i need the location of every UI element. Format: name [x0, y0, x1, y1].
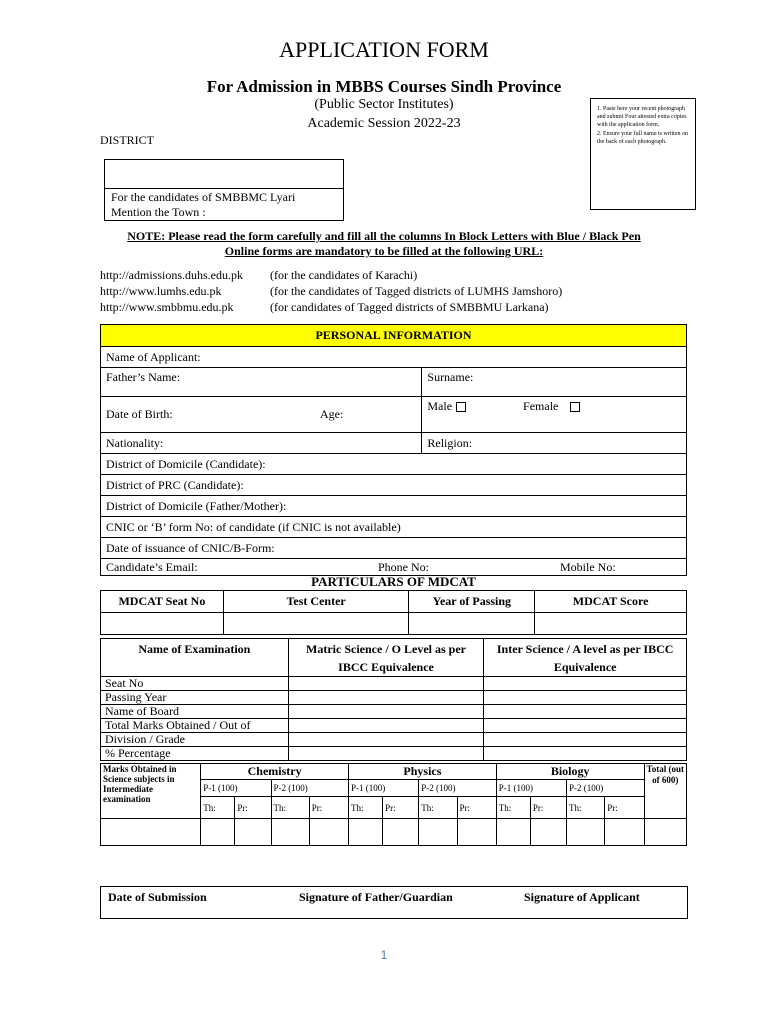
- sector-line: (Public Sector Institutes): [314, 97, 454, 112]
- prc-field[interactable]: District of PRC (Candidate):: [101, 475, 687, 496]
- theory-label: Th:: [419, 797, 457, 819]
- male-checkbox[interactable]: [456, 402, 466, 412]
- theory-label: Th:: [496, 797, 530, 819]
- mdcat-center-input[interactable]: [223, 613, 409, 635]
- paper-label: P-2 (100): [271, 780, 349, 797]
- exam-col-inter: Inter Science / A level as per IBCC Equivalence: [484, 639, 687, 677]
- guardian-signature-field[interactable]: Signature of Father/Guardian: [299, 890, 453, 904]
- mdcat-col-year: Year of Passing: [409, 591, 535, 613]
- inter-input[interactable]: [484, 733, 687, 747]
- session-line: Academic Session 2022-23: [307, 116, 461, 131]
- marks-input[interactable]: [605, 819, 644, 846]
- marks-input[interactable]: [567, 819, 605, 846]
- district-box: [104, 159, 344, 221]
- note-line-1: NOTE: Please read the form carefully and fill all the columns In Block Letters with Blue / Black Pen: [127, 229, 641, 243]
- exam-row-label: Passing Year: [101, 691, 289, 705]
- marks-table: [100, 763, 687, 846]
- matric-input[interactable]: [288, 719, 484, 733]
- marks-input[interactable]: [201, 819, 235, 846]
- mdcat-col-score: MDCAT Score: [535, 591, 687, 613]
- theory-label: Th:: [567, 797, 605, 819]
- page-number: 1: [380, 948, 388, 962]
- practical-label: Pr:: [235, 797, 271, 819]
- note-line-2: Online forms are mandatory to be filled at the following URL:: [224, 244, 544, 258]
- male-label: Male: [427, 399, 453, 413]
- theory-label: Th:: [271, 797, 309, 819]
- submission-date-field[interactable]: Date of Submission: [108, 890, 207, 904]
- exam-row-label: % Percentage: [101, 747, 289, 761]
- subject-chemistry: Chemistry: [201, 764, 349, 780]
- url-desc: (for candidates of Tagged districts of SMBBMU Larkana): [270, 300, 549, 314]
- phone-field[interactable]: Phone No:: [378, 559, 429, 574]
- subject-biology: Biology: [496, 764, 644, 780]
- marks-input[interactable]: [530, 819, 566, 846]
- subject-physics: Physics: [349, 764, 497, 780]
- marks-input[interactable]: [235, 819, 271, 846]
- parent-domicile-field[interactable]: District of Domicile (Father/Mother):: [101, 496, 687, 517]
- total-header: Total (out of 600): [644, 764, 686, 819]
- marks-input[interactable]: [349, 819, 383, 846]
- matric-input[interactable]: [288, 677, 484, 691]
- inter-input[interactable]: [484, 719, 687, 733]
- marks-input[interactable]: [271, 819, 309, 846]
- practical-label: Pr:: [457, 797, 496, 819]
- contact-row: [101, 559, 687, 576]
- district-input[interactable]: [105, 160, 343, 189]
- exam-row-label: Total Marks Obtained / Out of: [101, 719, 289, 733]
- matric-input[interactable]: [288, 705, 484, 719]
- paper-label: P-2 (100): [419, 780, 497, 797]
- theory-label: Th:: [349, 797, 383, 819]
- url-link[interactable]: http://www.lumhs.edu.pk: [100, 284, 222, 298]
- practical-label: Pr:: [530, 797, 566, 819]
- url-desc: (for the candidates of Tagged districts of LUMHS Jamshoro): [270, 284, 563, 298]
- inter-input[interactable]: [484, 677, 687, 691]
- female-checkbox[interactable]: [570, 402, 580, 412]
- mdcat-col-center: Test Center: [223, 591, 409, 613]
- applicant-name-field[interactable]: Name of Applicant:: [101, 347, 687, 368]
- url-row: [100, 268, 417, 283]
- mdcat-score-input[interactable]: [535, 613, 687, 635]
- matric-input[interactable]: [288, 691, 484, 705]
- father-name-field[interactable]: Father’s Name:: [101, 368, 422, 397]
- domicile-field[interactable]: District of Domicile (Candidate):: [101, 454, 687, 475]
- exam-row-label: Division / Grade: [101, 733, 289, 747]
- religion-field[interactable]: Religion:: [422, 433, 687, 454]
- mobile-field[interactable]: Mobile No:: [560, 559, 616, 574]
- signature-box: [100, 886, 688, 919]
- marks-input[interactable]: [457, 819, 496, 846]
- url-row: [100, 284, 562, 299]
- matric-input[interactable]: [288, 747, 484, 761]
- exam-col-matric: Matric Science / O Level as per IBCC Equivalence: [288, 639, 484, 677]
- inter-input[interactable]: [484, 691, 687, 705]
- nationality-field[interactable]: Nationality:: [101, 433, 422, 454]
- marks-entry-label-cell: [101, 819, 201, 846]
- exam-row-label: Name of Board: [101, 705, 289, 719]
- personal-info-table: [100, 324, 687, 576]
- photo-note-2: 2. Ensure your full name is written on the back of each photograph.: [597, 131, 688, 145]
- paper-label: P-1 (100): [496, 780, 566, 797]
- exam-col-name: Name of Examination: [101, 639, 289, 677]
- mdcat-year-input[interactable]: [409, 613, 535, 635]
- cnic-field[interactable]: CNIC or ‘B’ form No: of candidate (if CNIC is not available): [101, 517, 687, 538]
- practical-label: Pr:: [309, 797, 348, 819]
- surname-field[interactable]: Surname:: [422, 368, 687, 397]
- email-field[interactable]: Candidate’s Email:: [106, 559, 198, 574]
- photo-box[interactable]: [590, 98, 696, 210]
- cnic-date-field[interactable]: Date of issuance of CNIC/B-Form:: [101, 538, 687, 559]
- mdcat-table: [100, 590, 687, 635]
- exam-row-label: Seat No: [101, 677, 289, 691]
- town-field[interactable]: Mention the Town :: [111, 205, 206, 219]
- matric-input[interactable]: [288, 733, 484, 747]
- paper-label: P-2 (100): [567, 780, 645, 797]
- personal-info-header: PERSONAL INFORMATION: [101, 325, 687, 347]
- url-row: [100, 300, 549, 315]
- marks-input[interactable]: [309, 819, 348, 846]
- marks-label: Marks Obtained in Science subjects in Intermediate examination: [101, 764, 201, 819]
- photo-note-1: 1. Paste here your recent photograph and submit Four attested extra copies with the application form.: [597, 106, 687, 128]
- practical-label: Pr:: [605, 797, 644, 819]
- female-label: Female: [523, 399, 559, 413]
- inter-input[interactable]: [484, 705, 687, 719]
- form-subtitle: For Admission in MBBS Courses Sindh Province: [206, 77, 562, 96]
- theory-label: Th:: [201, 797, 235, 819]
- exams-table: [100, 638, 687, 761]
- url-desc: (for the candidates of Karachi): [270, 268, 418, 282]
- marks-input[interactable]: [383, 819, 419, 846]
- district-label: DISTRICT: [100, 133, 154, 147]
- marks-input[interactable]: [496, 819, 530, 846]
- mdcat-title: PARTICULARS OF MDCAT: [311, 574, 476, 589]
- inter-input[interactable]: [484, 747, 687, 761]
- applicant-signature-field[interactable]: Signature of Applicant: [524, 890, 640, 904]
- url-link[interactable]: http://admissions.duhs.edu.pk: [100, 268, 244, 282]
- total-input[interactable]: [644, 819, 686, 846]
- paper-label: P-1 (100): [349, 780, 419, 797]
- gender-cell: [422, 397, 687, 433]
- marks-input[interactable]: [419, 819, 457, 846]
- mdcat-col-seat: MDCAT Seat No: [101, 591, 224, 613]
- url-link[interactable]: http://www.smbbmu.edu.pk: [100, 300, 234, 314]
- age-field[interactable]: Age:: [320, 407, 344, 421]
- practical-label: Pr:: [383, 797, 419, 819]
- district-box-line1: For the candidates of SMBBMC Lyari: [111, 190, 296, 204]
- paper-label: P-1 (100): [201, 780, 271, 797]
- dob-field[interactable]: Date of Birth:: [106, 407, 173, 421]
- mdcat-seat-input[interactable]: [101, 613, 224, 635]
- dob-age-cell: [101, 397, 422, 433]
- form-title: APPLICATION FORM: [279, 37, 489, 62]
